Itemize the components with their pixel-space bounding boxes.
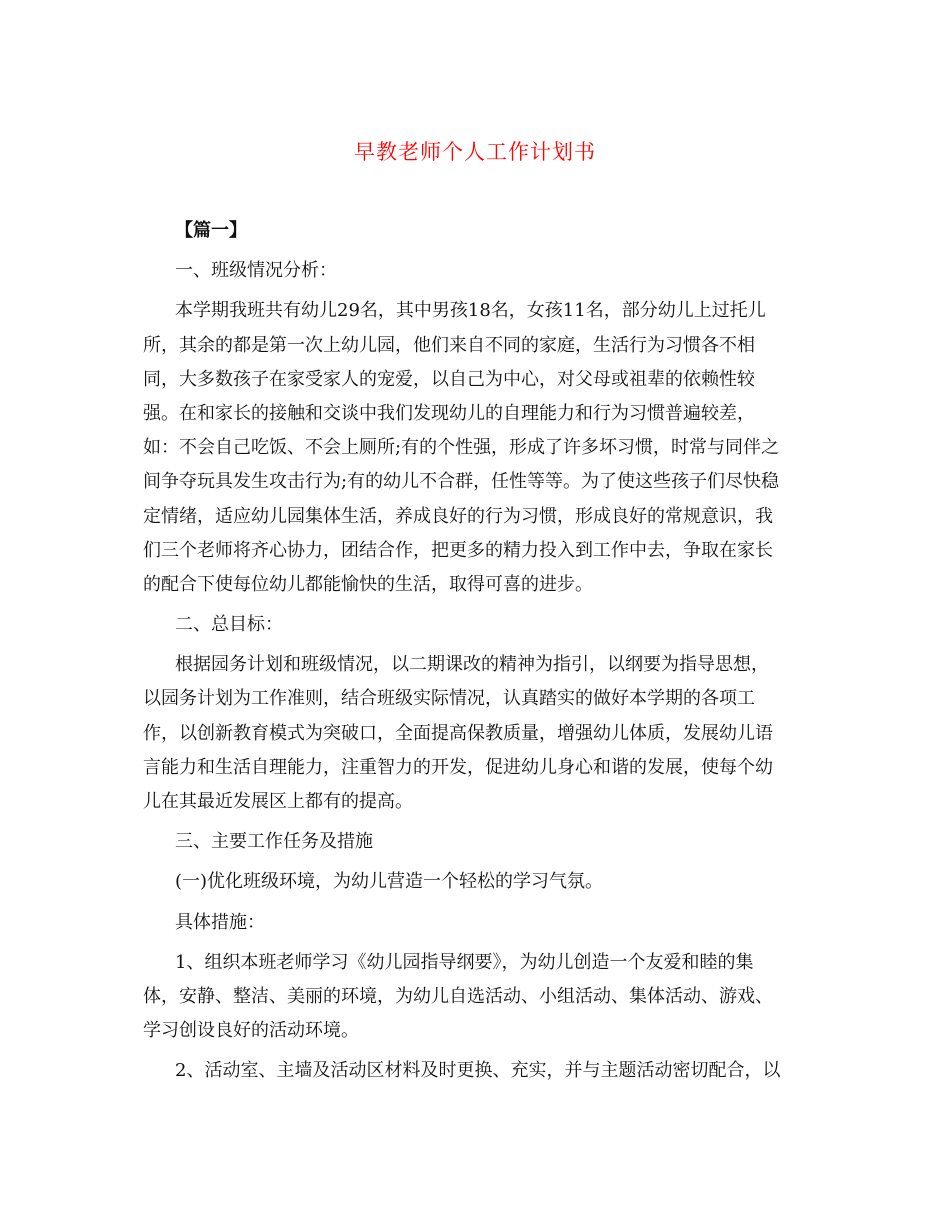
text-line: 【篇一】 [175,220,247,241]
text-line: 间争夺玩具发生攻击行为;有的幼儿不合群，任性等等。为了使这些孩子们尽快稳 [143,471,780,493]
document-title: 早教老师个人工作计划书 [354,140,596,164]
text-line: (一)优化班级环境，为幼儿营造一个轻松的学习气氛。 [175,871,604,893]
text-line: 同，大多数孩子在家受家人的宠爱，以自己为中心，对父母或祖辈的依赖性较 [143,368,755,390]
text-line: 具体措施： [175,911,265,933]
text-line: 儿在其最近发展区上都有的提高。 [143,791,413,812]
text-line: 们三个老师将齐心协力，团结合作，把更多的精力投入到工作中去，争取在家长 [143,539,773,561]
text-line: 2、活动室、主墙及活动区材料及时更换、充实，并与主题活动密切配合，以 [175,1060,781,1082]
text-line: 本学期我班共有幼儿29名，其中男孩18名，女孩11名，部分幼儿上过托儿 [175,300,766,322]
text-line: 强。在和家长的接触和交谈中我们发现幼儿的自理能力和行为习惯普遍较差， [143,402,755,424]
text-line: 作，以创新教育模式为突破口，全面提高保教质量，增强幼儿体质，发展幼儿语 [143,722,773,744]
text-line: 所，其余的都是第一次上幼儿园，他们来自不同的家庭，生活行为习惯各不相 [143,334,755,356]
text-line: 定情绪，适应幼儿园集体生活，养成良好的行为习惯，形成良好的常规意识，我 [143,505,773,527]
document-body [143,214,807,1089]
text-line: 体，安静、整洁、美丽的环境，为幼儿自选活动、小组活动、集体活动、游戏、 [143,985,773,1007]
text-line: 三、主要工作任务及措施 [175,831,373,853]
text-line: 如：不会自己吃饭、不会上厕所;有的个性强，形成了许多坏习惯，时常与同伴之 [143,437,780,459]
text-line: 言能力和生活自理能力，注重智力的开发，促进幼儿身心和谐的发展，使每个幼 [143,756,773,778]
text-line: 以园务计划为工作准则，结合班级实际情况，认真踏实的做好本学期的各项工 [143,688,755,710]
text-line: 一、班级情况分析： [175,260,337,282]
text-line: 学习创设良好的活动环境。 [143,1020,359,1042]
text-line: 根据园务计划和班级情况，以二期课改的精神为指引，以纲要为指导思想， [175,654,769,676]
text-line: 的配合下使每位幼儿都能愉快的生活，取得可喜的进步。 [143,573,593,595]
text-line: 二、总目标： [175,614,283,636]
text-line: 1、组织本班老师学习《幼儿园指导纲要》，为幼儿创造一个友爱和睦的集 [175,951,754,973]
